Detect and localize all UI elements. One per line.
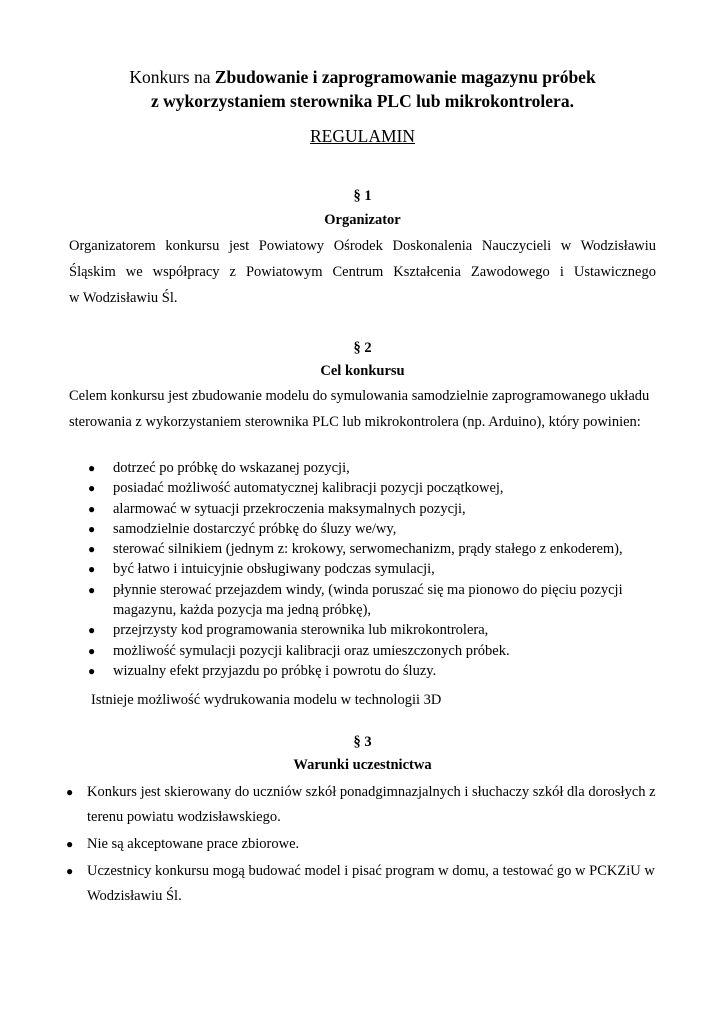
list-item-text: dotrzeć po próbkę do wskazanej pozycji, (113, 460, 350, 476)
bullet-icon: ● (66, 864, 74, 878)
list-item (88, 539, 648, 559)
section-3-number: § 3 (353, 734, 372, 750)
list-item (88, 641, 648, 661)
title-bold-2: z wykorzystaniem sterownika PLC lub mikrokontrolera. (151, 91, 574, 111)
list-item-text: sterować silnikiem (jednym z: krokowy, serwomechanizm, prądy stałego z enkoderem), (113, 541, 623, 558)
list-item (88, 661, 648, 681)
section-2-note: Istnieje możliwość wydrukowania modelu w technologii 3D (91, 692, 442, 708)
list-item-text: płynnie sterować przejazdem windy, (winda poruszać się ma pionowo do pięciu pozycji magazynu, każda pozycja ma jedną próbkę), (113, 581, 623, 619)
bullet-icon: ● (88, 481, 96, 496)
list-item (88, 620, 648, 640)
section-3-conditions-list (66, 780, 661, 911)
list-item-text: posiadać możliwość automatycznej kalibracji pozycji początkowej, (113, 480, 504, 497)
list-item (88, 458, 648, 478)
section-1-paragraph (69, 233, 656, 311)
list-item (66, 859, 661, 909)
bullet-icon: ● (66, 837, 74, 851)
list-item-text: Konkurs jest skierowany do uczniów szkół ponadgimnazjalnych i słuchaczy szkół dla dorosłych z terenu powiatu wodzisławskiego. (87, 784, 656, 825)
section-2-requirements-list (88, 458, 648, 681)
list-item (66, 832, 661, 857)
list-item (88, 478, 648, 498)
section-2-line: Celem konkursu jest zbudowanie modelu do symulowania samodzielnie zaprogramowanego układu (69, 388, 650, 404)
bullet-icon: ● (88, 663, 96, 678)
list-item (88, 580, 648, 621)
section-2-line: sterowania z wykorzystaniem sterownika PLC lub mikrokontrolera (np. Arduino), który powinien: (69, 414, 641, 430)
section-1-line: Organizatorem konkursu jest Powiatowy Ośrodek Doskonalenia Nauczycieli w Wodzisławiu (69, 238, 656, 254)
section-2-paragraph (69, 383, 656, 435)
bullet-icon: ● (66, 785, 74, 799)
list-item (66, 780, 661, 830)
list-item-text: samodzielnie dostarczyć próbkę do śluzy we/wy, (113, 520, 397, 537)
section-1-line: Śląskim we współpracy z Powiatowym Centrum Kształcenia Zawodowego i Ustawicznego (69, 264, 656, 280)
section-3-heading: Warunki uczestnictwa (293, 757, 432, 773)
title-prefix: Konkurs na (129, 67, 215, 87)
list-item-text: alarmować w sytuacji przekroczenia maksymalnych pozycji, (113, 500, 466, 517)
list-item-text: Nie są akceptowane prace zbiorowe. (87, 836, 300, 852)
list-item (88, 519, 648, 539)
list-item (88, 499, 648, 519)
section-1-heading: Organizator (324, 212, 401, 228)
bullet-icon: ● (88, 542, 96, 557)
document-title-line-2 (0, 90, 725, 112)
bullet-icon: ● (88, 562, 96, 577)
bullet-icon: ● (88, 521, 96, 536)
document-title-line-1 (0, 66, 725, 88)
bullet-icon: ● (88, 623, 96, 638)
list-item-text: Uczestnicy konkursu mogą budować model i pisać program w domu, a testować go w PCKZiU w Wodzisławiu Śl. (87, 863, 655, 904)
bullet-icon: ● (88, 643, 96, 658)
list-item (88, 559, 648, 579)
section-2-number: § 2 (353, 340, 372, 356)
section-2-heading: Cel konkursu (320, 363, 405, 379)
bullet-icon: ● (88, 461, 96, 475)
section-1-number: § 1 (353, 188, 372, 204)
regulamin-heading: REGULAMIN (310, 126, 415, 146)
section-1-line: w Wodzisławiu Śl. (69, 290, 178, 306)
list-item-text: wizualny efekt przyjazdu po próbkę i powrotu do śluzy. (113, 662, 437, 679)
list-item-text: być łatwo i intuicyjnie obsługiwany podczas symulacji, (113, 561, 435, 578)
title-bold-1: Zbudowanie i zaprogramowanie magazynu próbek (214, 67, 596, 87)
list-item-text: możliwość symulacji pozycji kalibracji oraz umieszczonych próbek. (113, 642, 510, 659)
bullet-icon: ● (88, 582, 96, 597)
bullet-icon: ● (88, 501, 96, 516)
list-item-text: przejrzysty kod programowania sterownika lub mikrokontrolera, (113, 622, 489, 639)
